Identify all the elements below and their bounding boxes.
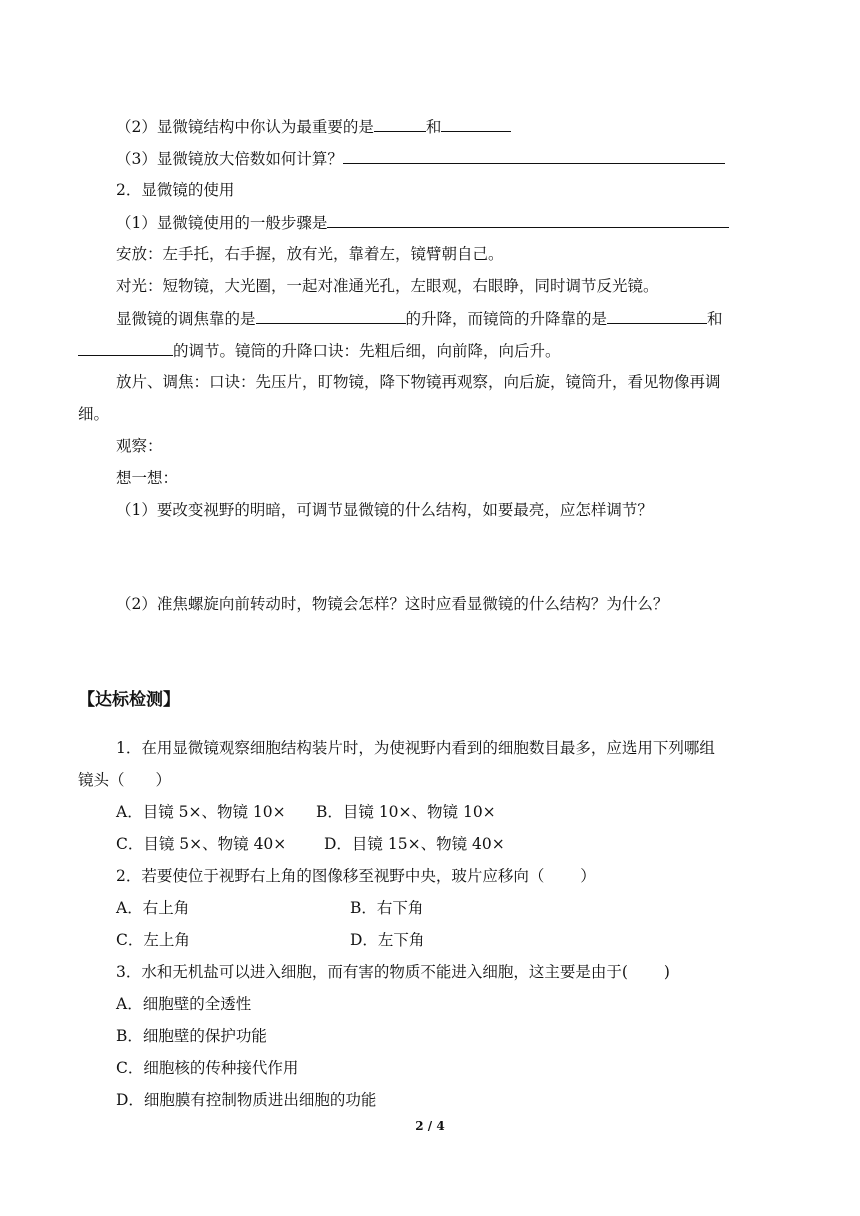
answer-blank [441, 116, 511, 132]
q2-option-a: A．右上角 [116, 899, 190, 917]
q1-option-a: A．目镜 5×、物镜 10× [116, 803, 286, 821]
question-2-line [116, 116, 511, 137]
q2-option-c: C．左上角 [116, 931, 190, 949]
step-1-text: （1）显微镜使用的一般步骤是 [116, 214, 328, 232]
section-heading: 【达标检测】 [78, 690, 180, 710]
q1-option-b: B．目镜 10×、物镜 10× [316, 803, 496, 821]
answer-blank [327, 212, 729, 228]
q3-option-b: B．细胞壁的保护功能 [116, 1027, 267, 1045]
anfang-text: 安放：左手托，右手握，放有光，靠着左，镜臂朝自己。 [116, 245, 504, 263]
answer-blank [343, 148, 725, 164]
question-2-text: （2）显微镜结构中你认为最重要的是 [116, 118, 374, 136]
q1-option-d: D．目镜 15×、物镜 40× [324, 835, 505, 853]
answer-blank [607, 308, 707, 324]
answer-blank [78, 340, 173, 356]
fangpian-line-2: 细。 [78, 405, 110, 423]
think-question-1: （1）要改变视野的明暗，可调节显微镜的什么结构，如要最亮，应怎样调节？ [116, 501, 653, 519]
q3-option-d: D．细胞膜有控制物质进出细胞的功能 [116, 1091, 377, 1109]
page-number: 2 / 4 [415, 1119, 445, 1133]
and-text: 和 [425, 118, 442, 136]
duiguang-text: 对光：短物镜，大光圈，一起对准通光孔，左眼观，右眼睁，同时调节反光镜。 [116, 277, 659, 295]
q1-line-2: 镜头（ ） [78, 771, 172, 789]
focus-text-c: 和 [707, 310, 723, 328]
focus-text-b: 的升降，而镜筒的升降靠的是 [405, 310, 608, 328]
q2-option-b: B．右下角 [350, 899, 424, 917]
q3-line: 3．水和无机盐可以进入细胞，而有害的物质不能进入细胞，这主要是由于( ) [116, 963, 670, 981]
q1-option-c: C．目镜 5×、物镜 40× [116, 835, 287, 853]
focus-line-2 [78, 340, 561, 361]
fangpian-line-1: 放片、调焦：口诀：先压片，盯物镜，降下物镜再观察，向后旋，镜筒升，看见物像再调 [116, 373, 721, 391]
xiang-text: 想一想： [116, 469, 179, 487]
focus-text-a: 显微镜的调焦靠的是 [116, 310, 256, 328]
q3-option-c: C．细胞核的传种接代作用 [116, 1059, 299, 1077]
question-3-text: （3）显微镜放大倍数如何计算？ [116, 150, 343, 168]
section-2-title: 2．显微镜的使用 [116, 181, 235, 199]
question-3-line [116, 148, 725, 169]
think-question-2: （2）准焦螺旋向前转动时，物镜会怎样？这时应看显微镜的什么结构？为什么？ [116, 595, 669, 613]
guancha-text: 观察： [116, 437, 163, 455]
focus-line-1 [116, 308, 723, 329]
focus-text-d: 的调节。镜筒的升降口诀：先粗后细，向前降，向后升。 [173, 342, 561, 360]
q3-option-a: A．细胞壁的全透性 [116, 995, 252, 1013]
answer-blank [256, 308, 406, 324]
q2-option-d: D．左下角 [350, 931, 425, 949]
q2-line: 2．若要使位于视野右上角的图像移至视野中央，玻片应移向（ ） [116, 867, 596, 885]
q1-line-1: 1．在用显微镜观察细胞结构装片时，为使视野内看到的细胞数目最多，应选用下列哪组 [116, 739, 715, 757]
step-1-line [116, 212, 729, 233]
answer-blank [374, 116, 426, 132]
